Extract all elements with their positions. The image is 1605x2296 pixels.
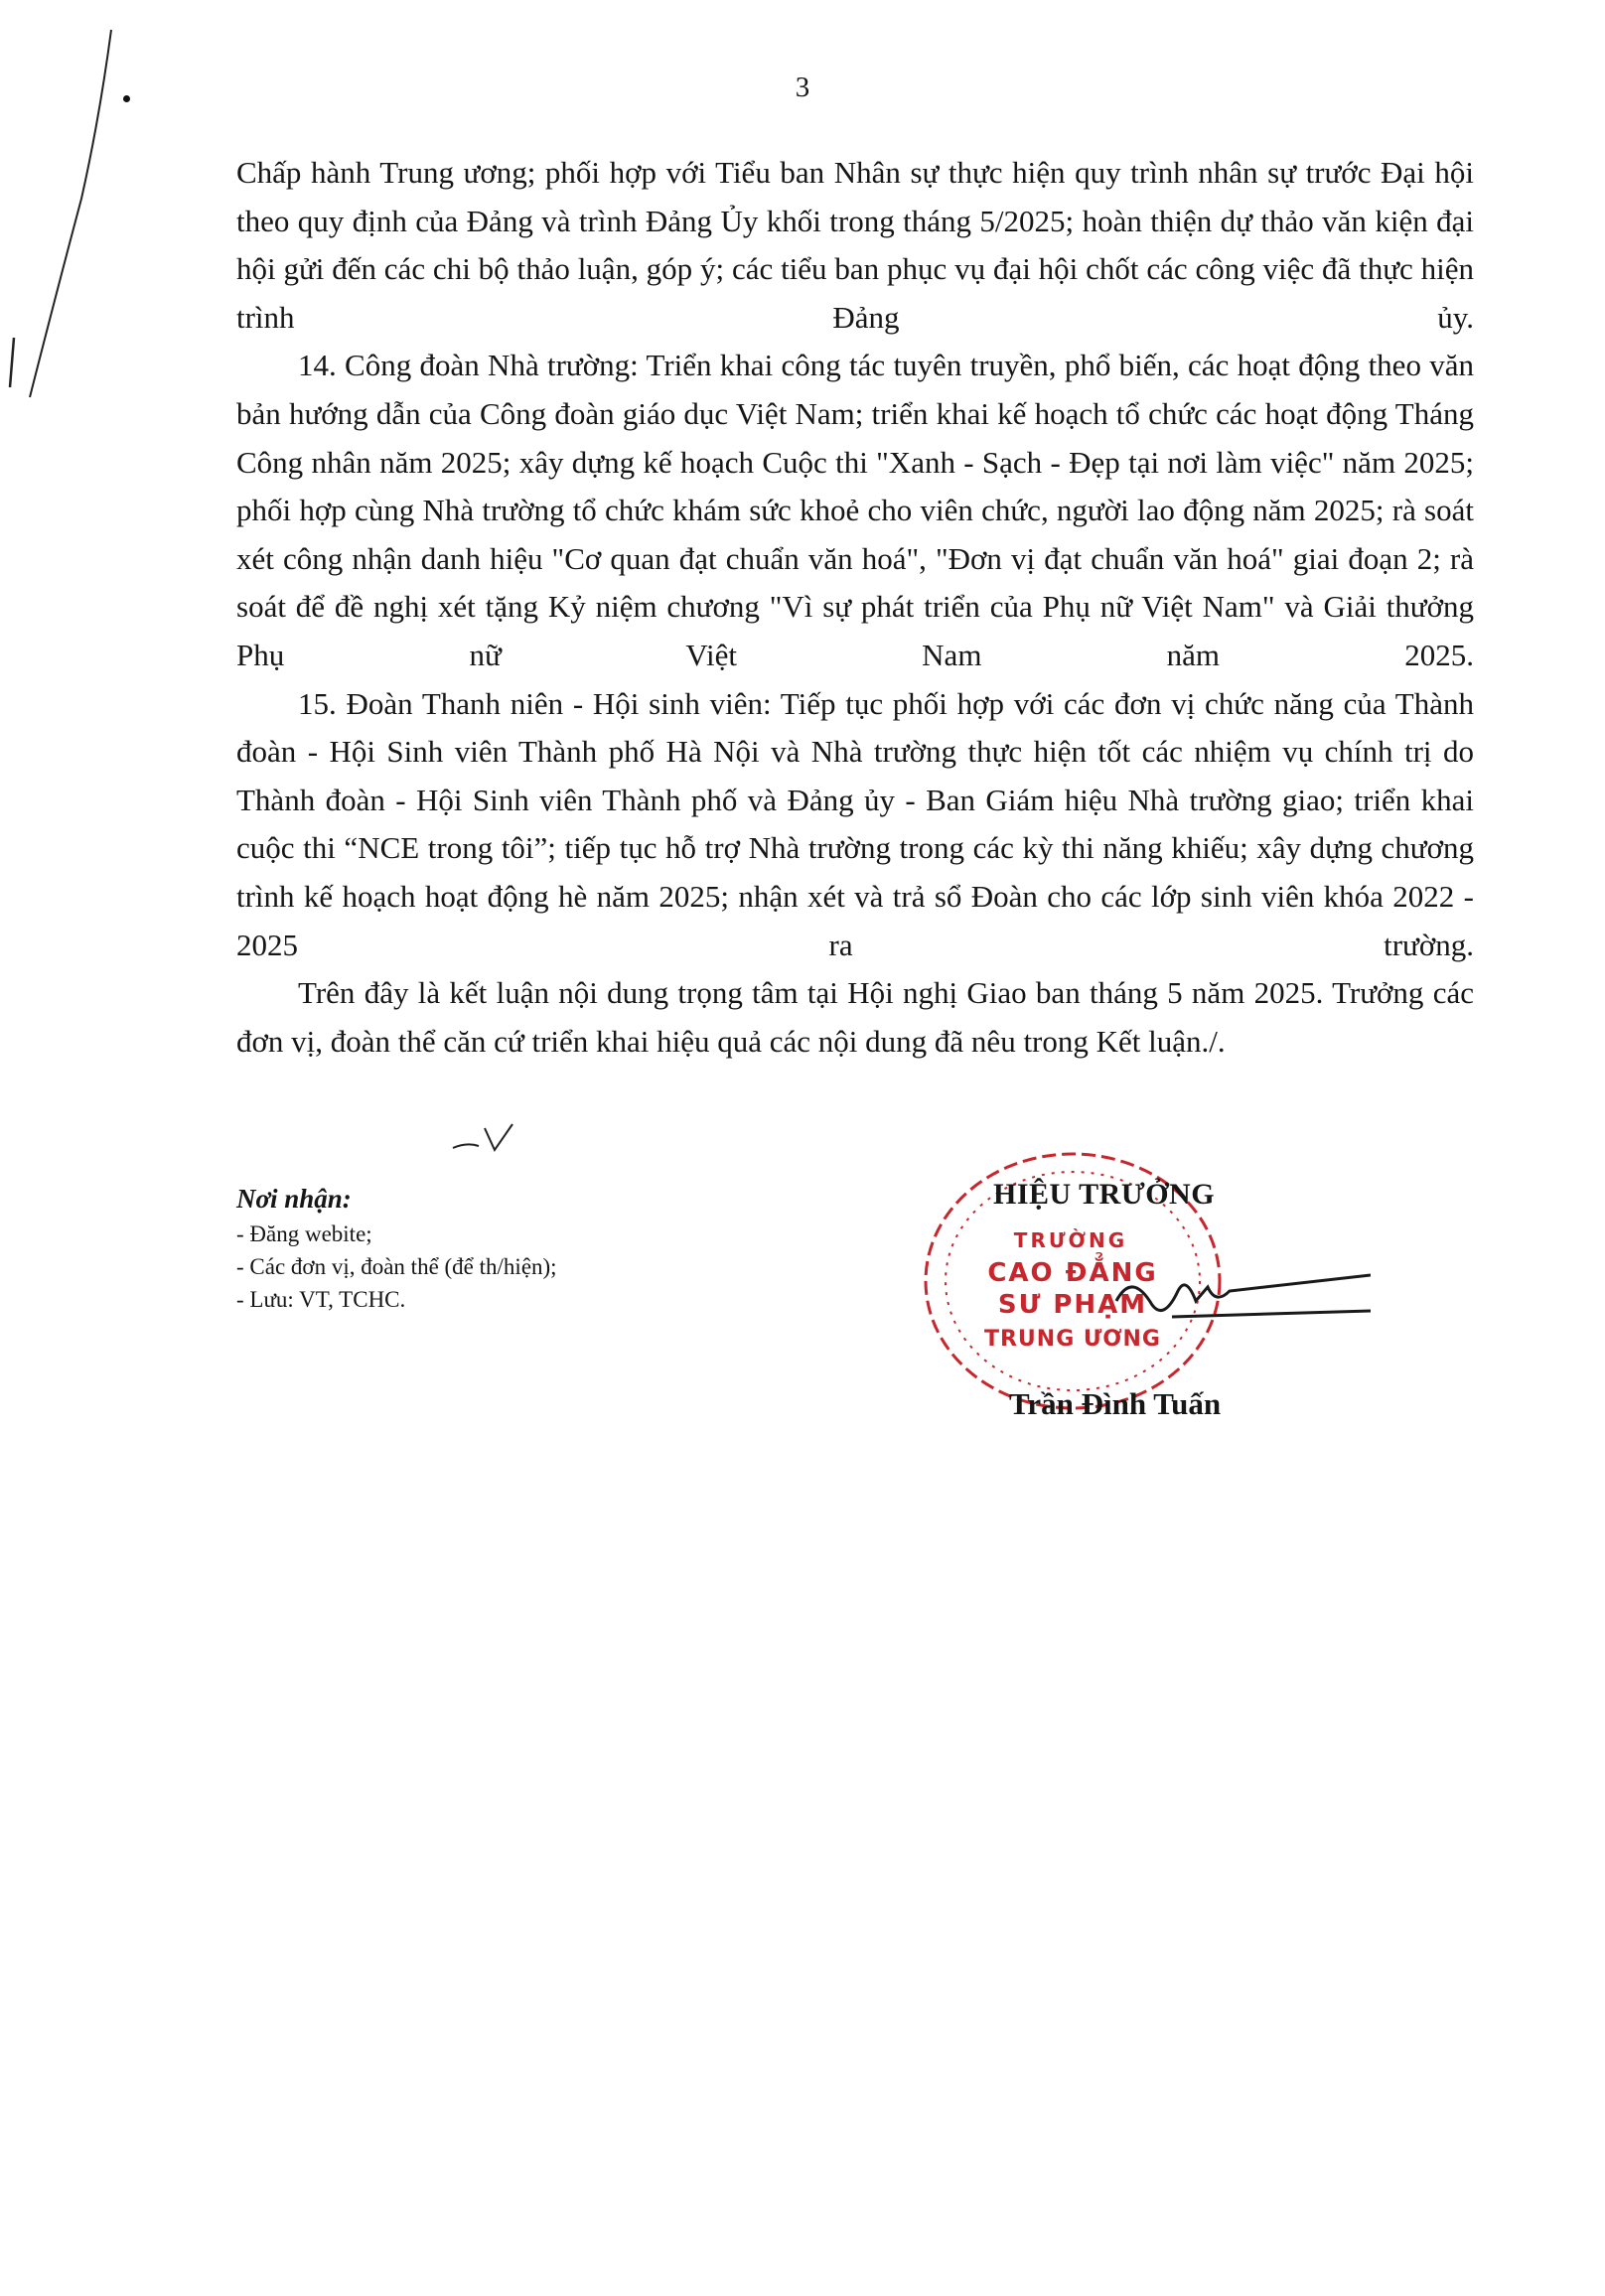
svg-text:TRƯỜNG: TRƯỜNG (1013, 1228, 1128, 1252)
paragraph-continuation: Chấp hành Trung ương; phối hợp với Tiểu ban Nhân sự thực hiện quy trình nhân sự trước Đại hội theo quy định của Đảng và trình Đảng Ủy khối trong tháng 5/2025; hoàn thiện dự thảo văn kiện đại hội gửi đến các chi bộ thảo luận, góp ý; các tiểu ban phục vụ đại hội chốt các công việc đã thực hiện trình Đảng ủy. (236, 155, 1474, 335)
document-body (236, 149, 1474, 1066)
initial-signature-mark (449, 1120, 538, 1160)
signer-title: HIỆU TRƯỞNG (993, 1178, 1216, 1211)
recipient-item: - Lưu: VT, TCHC. (236, 1287, 406, 1312)
paragraph-conclusion: Trên đây là kết luận nội dung trọng tâm tại Hội nghị Giao ban tháng 5 năm 2025. Trưởng các đơn vị, đoàn thể căn cứ triển khai hiệu quả các nội dung đã nêu trong Kết luận./. (236, 975, 1474, 1059)
paragraph-trade-union: 14. Công đoàn Nhà trường: Triển khai công tác tuyên truyền, phổ biến, các hoạt động theo văn bản hướng dẫn của Công đoàn giáo dục Việt Nam; triển khai kế hoạch tổ chức các hoạt động Tháng Công nhân năm 2025; xây dựng kế hoạch Cuộc thi "Xanh - Sạch - Đẹp tại nơi làm việc" năm 2025; phối hợp cùng Nhà trường tổ chức khám sức khoẻ cho viên chức, người lao động năm 2025; rà soát xét công nhận danh hiệu "Cơ quan đạt chuẩn văn hoá", "Đơn vị đạt chuẩn văn hoá" giai đoạn 2; rà soát để đề nghị xét tặng Kỷ niệm chương "Vì sự phát triển của Phụ nữ Việt Nam" và Giải thưởng Phụ nữ Việt Nam năm 2025. (236, 348, 1474, 672)
recipient-item: - Đăng webite; (236, 1221, 372, 1246)
handwritten-signature (1112, 1261, 1371, 1341)
svg-text:TRUNG ƯƠNG: TRUNG ƯƠNG (983, 1327, 1162, 1352)
svg-text:CAO ĐẲNG: CAO ĐẲNG (987, 1258, 1158, 1288)
margin-scan-mark (0, 0, 159, 417)
recipient-item: - Các đơn vị, đoàn thể (để th/hiện); (236, 1254, 557, 1279)
svg-text:SƯ PHẠM: SƯ PHẠM (997, 1290, 1148, 1320)
recipients-block (236, 1180, 557, 1316)
paragraph-youth-union: 15. Đoàn Thanh niên - Hội sinh viên: Tiếp tục phối hợp với các đơn vị chức năng của Thành đoàn - Hội Sinh viên Thành phố Hà Nội và Nhà trường thực hiện tốt các nhiệm vụ chính trị do Thành đoàn - Hội Sinh viên Thành phố và Đảng ủy - Ban Giám hiệu Nhà trường giao; triển khai cuộc thi “NCE trong tôi”; tiếp tục hỗ trợ Nhà trường trong các kỳ thi năng khiếu; xây dựng chương trình kế hoạch hoạt động hè năm 2025; nhận xét và trả sổ Đoàn cho các lớp sinh viên khóa 2022 - 2025 ra trường. (236, 685, 1474, 962)
page-number: 3 (795, 72, 810, 103)
signer-name: Trần Đình Tuấn (1009, 1386, 1222, 1421)
recipients-heading: Nơi nhận: (236, 1184, 352, 1214)
